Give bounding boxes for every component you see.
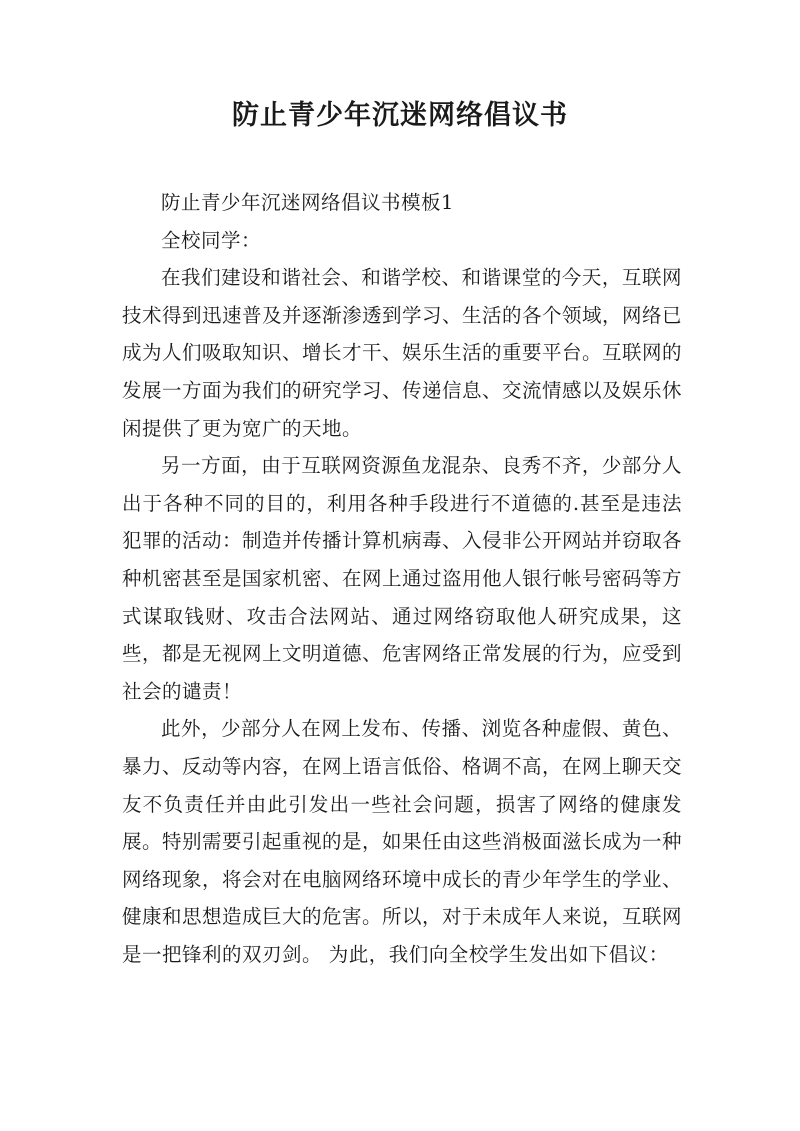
document-body (122, 184, 682, 973)
template-subtitle: 防止青少年沉迷网络倡议书模板1 (161, 191, 454, 214)
body-paragraph: 在我们建设和谐社会、和谐学校、和谐课堂的今天，互联网技术得到迅速普及并逐渐渗透到学习、生活的各个领域，网络已成为人们吸取知识、增长才干、娱乐生活的重要平台。互联网的发展一方面为我们的研究学习、传递信息、交流情感以及娱乐休闲提供了更为宽广的天地。 (122, 266, 683, 440)
document-title: 防止青少年沉迷网络倡议书 (232, 100, 568, 131)
body-paragraph: 另一方面，由于互联网资源鱼龙混杂、良秀不齐，少部分人出于各种不同的目的，利用各种手段进行不道德的.甚至是违法犯罪的活动：制造并传播计算机病毒、入侵非公开网站并窃取各种机密甚至是国家机密、在网上通过盗用他人银行帐号密码等方式谋取钱财、攻击合法网站、通过网络窃取他人研究成果，这些，都是无视网上文明道德、危害网络正常发展的行为，应受到社会的谴责！ (122, 454, 683, 703)
salutation: 全校同学： (161, 228, 262, 252)
body-paragraph: 此外，少部分人在网上发布、传播、浏览各种虚假、黄色、暴力、反动等内容，在网上语言低俗、格调不高，在网上聊天交友不负责任并由此引发出一些社会问题，损害了网络的健康发展。特别需要引起重视的是，如果任由这些消极面滋长成为一种网络现象，将会对在电脑网络环境中成长的青少年学生的学业、健康和思想造成巨大的危害。所以，对于未成年人来说，互联网是一把锋利的双刃剑。 为此，我们向全校学生发出如下倡议： (122, 717, 683, 966)
